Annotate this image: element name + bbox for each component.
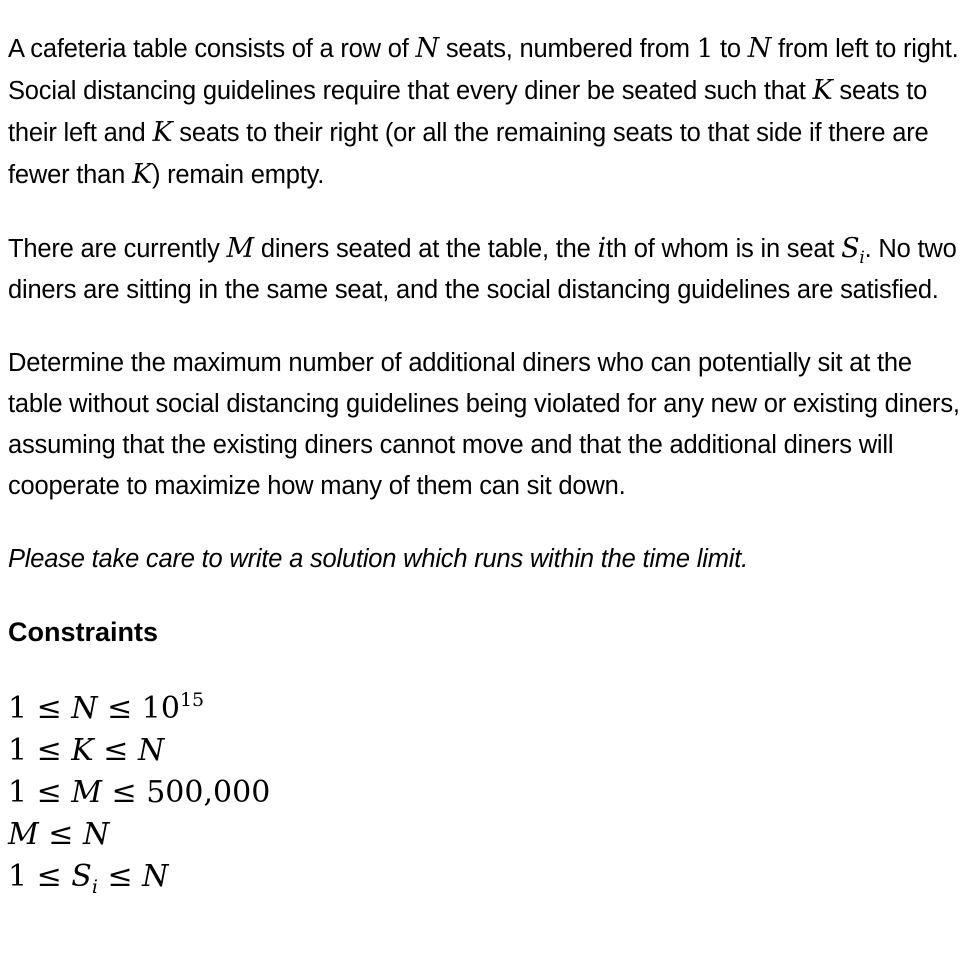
math-var: N [142, 859, 169, 894]
constraint-row [8, 856, 962, 898]
math-subscript: i [91, 876, 98, 898]
constraints-list [8, 688, 962, 898]
text: ) remain empty. [151, 161, 325, 189]
math-exponent: 15 [179, 689, 205, 711]
text: seats to their left and [8, 77, 928, 147]
constraint-row [8, 730, 962, 772]
math-num: 1 [696, 34, 714, 64]
constraint-row [8, 814, 962, 856]
text: There are currently [8, 235, 227, 263]
math-var: N [71, 691, 98, 726]
math-var: N [137, 733, 165, 768]
text: ≤ [97, 859, 143, 894]
math-var: N [747, 33, 772, 64]
text: . No two diners are sitting in the same seat, and the social distancing guidelines are satisfied. [8, 235, 957, 304]
math-var: K [71, 733, 94, 768]
text: 1 ≤ [8, 775, 72, 810]
text: Determine the maximum number of additional diners who can potentially sit at the table without social distancing guidelines being violated for any new or existing diners, assuming that the existing diners cannot move and that the additional diners will cooperate to maximize how many of them can sit down. [8, 349, 960, 500]
text: 1 ≤ [8, 691, 72, 726]
constraint-row [8, 772, 962, 814]
text: from left to right. Social distancing guidelines require that every diner be seated such that [8, 35, 959, 105]
text: th of whom is in seat [605, 235, 842, 263]
text: A cafeteria table consists of a row of [8, 35, 416, 63]
text: ≤ 10 [97, 691, 180, 726]
text: seats to their right (or all the remaining seats to that side if there are fewer than [8, 119, 929, 189]
time-limit-note: Please take care to write a solution which runs within the time limit. [8, 545, 748, 573]
text: to [713, 35, 748, 63]
paragraph-setup [8, 28, 962, 196]
math-var: M [226, 233, 254, 264]
text: seats, numbered from [438, 35, 697, 63]
math-var: K [812, 75, 833, 106]
math-var: N [415, 33, 439, 64]
math-var: i [597, 233, 606, 264]
text: ≤ [38, 817, 83, 852]
paragraph-diners [8, 228, 962, 311]
text: ≤ 500,000 [102, 775, 271, 810]
text: 1 ≤ [8, 859, 72, 894]
math-var: S [841, 233, 860, 264]
text: ≤ [93, 733, 138, 768]
paragraph-task [8, 343, 962, 507]
math-subscript: i [859, 248, 865, 268]
text: diners seated at the table, the [253, 235, 598, 263]
math-var: K [131, 159, 152, 190]
text: 1 ≤ [8, 733, 72, 768]
math-var: N [82, 817, 110, 852]
constraints-heading: Constraints [8, 617, 159, 647]
math-var: M [71, 775, 103, 810]
math-var: K [152, 117, 173, 148]
math-var: S [71, 859, 92, 894]
constraint-row [8, 688, 962, 730]
math-var: M [8, 817, 39, 852]
